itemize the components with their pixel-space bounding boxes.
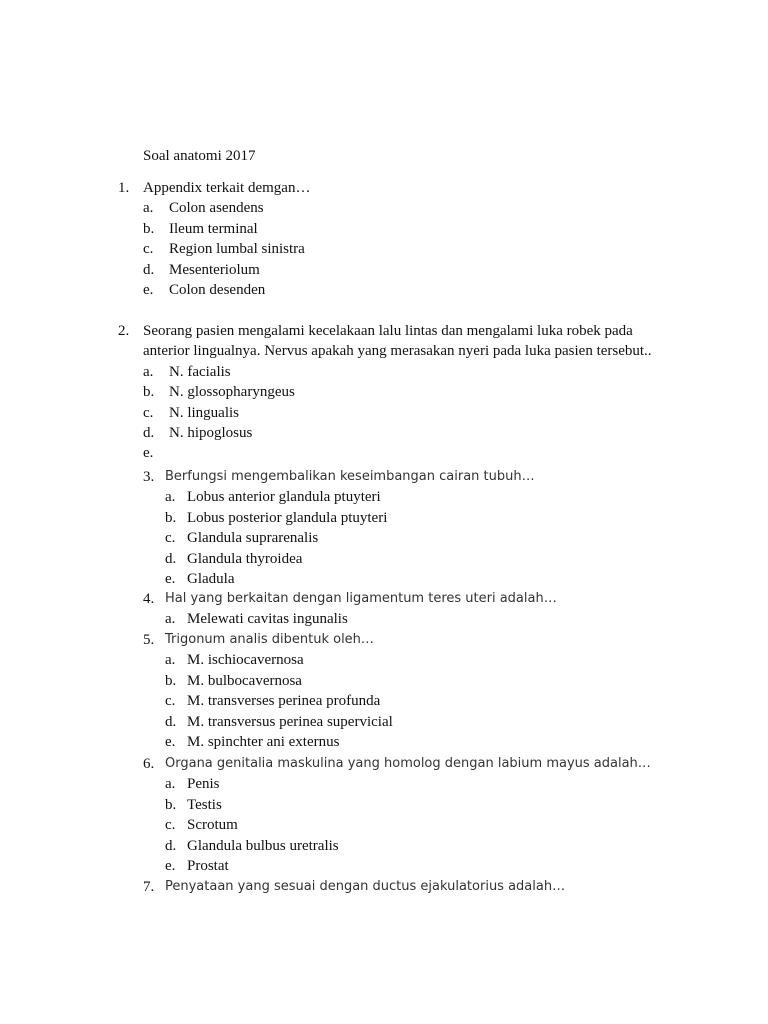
option-letter: c. xyxy=(165,693,176,710)
question-text: Appendix terkait demgan… xyxy=(143,180,311,196)
question-1 xyxy=(118,178,678,300)
option-text: Colon desenden xyxy=(169,281,266,298)
option-text: N. glossopharyngeus xyxy=(169,384,295,401)
option-text: Colon asendens xyxy=(169,200,264,217)
question-text: Penyataan yang sesuai dengan ductus ejakulatorius adalah… xyxy=(165,879,566,894)
option-c xyxy=(143,528,683,548)
option-c xyxy=(143,815,683,835)
option-e xyxy=(143,856,683,876)
question-text: Hal yang berkaitan dengan ligamentum teres uteri adalah… xyxy=(165,591,557,606)
option-letter: c. xyxy=(165,530,176,547)
option-text: M. spinchter ani externus xyxy=(187,733,340,750)
question-text: Trigonum analis dibentuk oleh… xyxy=(165,632,374,647)
option-letter: b. xyxy=(165,672,177,689)
option-list xyxy=(143,774,683,876)
option-letter: a. xyxy=(165,611,176,628)
option-a xyxy=(143,774,683,794)
option-letter: d. xyxy=(165,837,177,854)
question-5 xyxy=(143,630,683,752)
option-letter: a. xyxy=(165,489,176,506)
option-e xyxy=(143,732,683,752)
option-letter: a. xyxy=(165,776,176,793)
option-c xyxy=(118,403,678,423)
option-c xyxy=(118,239,678,259)
question-text: Berfungsi mengembalikan keseimbangan cairan tubuh… xyxy=(165,469,535,484)
question-4 xyxy=(143,589,683,630)
option-letter: a. xyxy=(165,652,176,669)
option-text: M. bulbocavernosa xyxy=(187,672,302,689)
option-b xyxy=(118,382,678,402)
option-list xyxy=(143,609,683,629)
option-letter: e. xyxy=(165,857,176,874)
option-text: Glandula thyroidea xyxy=(187,550,303,567)
option-e xyxy=(118,443,678,463)
option-text: Gladula xyxy=(187,570,235,587)
option-letter: e. xyxy=(143,445,154,462)
option-letter: c. xyxy=(165,817,176,834)
option-text: Ileum terminal xyxy=(169,220,258,237)
option-list xyxy=(118,198,678,300)
question-number: 7. xyxy=(143,879,155,895)
option-a xyxy=(118,362,678,382)
option-text: Glandula bulbus uretralis xyxy=(187,837,339,854)
option-d xyxy=(118,260,678,280)
question-number: 5. xyxy=(143,632,155,648)
question-number: 6. xyxy=(143,756,155,772)
option-d xyxy=(143,549,683,569)
option-letter: b. xyxy=(165,509,177,526)
option-e xyxy=(143,569,683,589)
question-text: Organa genitalia maskulina yang homolog dengan labium mayus adalah… xyxy=(165,756,651,771)
option-d xyxy=(118,423,678,443)
option-text: M. transversus perinea supervicial xyxy=(187,713,393,730)
option-d xyxy=(143,712,683,732)
option-letter: c. xyxy=(143,241,154,258)
option-text: Melewati cavitas ingunalis xyxy=(187,611,348,628)
option-letter: e. xyxy=(143,281,154,298)
document-title: Soal anatomi 2017 xyxy=(143,148,256,164)
option-b xyxy=(143,508,683,528)
option-a xyxy=(118,198,678,218)
question-2 xyxy=(118,321,678,464)
option-c xyxy=(143,691,683,711)
option-letter: b. xyxy=(143,220,155,237)
option-text: Lobus anterior glandula ptuyteri xyxy=(187,489,381,506)
option-list xyxy=(143,487,683,589)
option-letter: e. xyxy=(165,733,176,750)
option-list xyxy=(143,650,683,752)
option-letter: a. xyxy=(143,363,154,380)
option-text: N. hipoglosus xyxy=(169,424,253,441)
question-6 xyxy=(143,754,683,876)
option-b xyxy=(143,795,683,815)
option-text: M. ischiocavernosa xyxy=(187,652,304,669)
option-letter: b. xyxy=(165,796,177,813)
option-text: Testis xyxy=(187,796,222,813)
option-text: N. facialis xyxy=(169,363,231,380)
option-letter: b. xyxy=(143,384,155,401)
question-number: 2. xyxy=(118,323,130,339)
option-text: Lobus posterior glandula ptuyteri xyxy=(187,509,388,526)
option-text: Penis xyxy=(187,776,220,793)
option-letter: d. xyxy=(165,713,177,730)
question-3 xyxy=(143,467,683,589)
question-7 xyxy=(143,877,683,897)
option-list xyxy=(118,362,678,464)
question-number: 3. xyxy=(143,469,155,485)
question-number: 4. xyxy=(143,591,155,607)
option-text: Scrotum xyxy=(187,817,238,834)
option-letter: a. xyxy=(143,200,154,217)
option-text: N. lingualis xyxy=(169,404,239,421)
option-b xyxy=(118,219,678,239)
option-text: Prostat xyxy=(187,857,229,874)
option-letter: e. xyxy=(165,570,176,587)
option-letter: d. xyxy=(165,550,177,567)
option-text: Glandula suprarenalis xyxy=(187,530,319,547)
option-e xyxy=(118,280,678,300)
option-b xyxy=(143,671,683,691)
option-letter: c. xyxy=(143,404,154,421)
option-letter: d. xyxy=(143,261,155,278)
option-a xyxy=(143,650,683,670)
question-number: 1. xyxy=(118,180,130,196)
option-letter: d. xyxy=(143,424,155,441)
option-text: M. transverses perinea profunda xyxy=(187,693,381,710)
option-d xyxy=(143,836,683,856)
option-text: Region lumbal sinistra xyxy=(169,241,305,258)
question-text: Seorang pasien mengalami kecelakaan lalu lintas dan mengalami luka robek pada anterior lingualnya. Nervus apakah yang merasakan nyeri pada luka pasien tersebut.. xyxy=(143,323,652,360)
option-a xyxy=(143,487,683,507)
option-a xyxy=(143,609,683,629)
option-text: Mesenteriolum xyxy=(169,261,260,278)
